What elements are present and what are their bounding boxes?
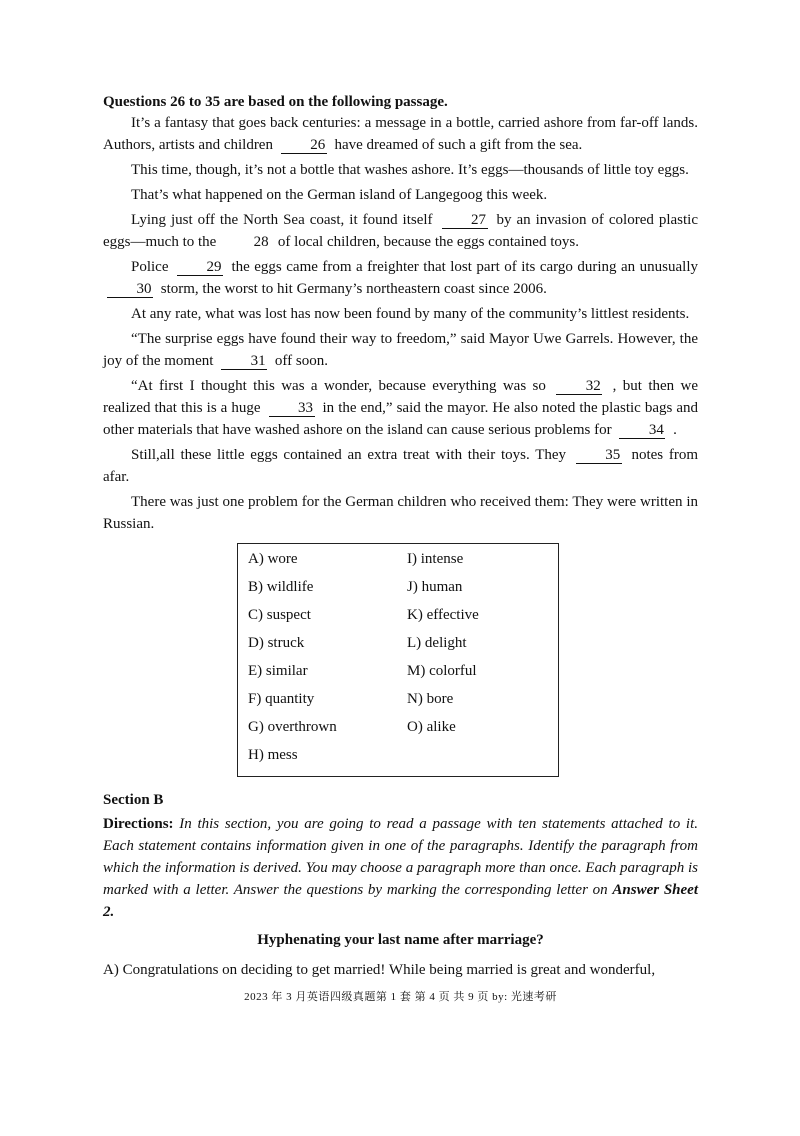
passage-paragraph <box>103 328 698 372</box>
word-bank <box>237 543 559 777</box>
word-option: C) suspect <box>248 607 311 623</box>
blank-35: 35 <box>576 448 622 464</box>
blank-32: 32 <box>556 379 602 395</box>
passage-text: Police <box>131 259 169 275</box>
blank-34: 34 <box>619 423 665 439</box>
answer-sheet-ref: Answer Sheet 2. <box>103 882 698 920</box>
passage-text: “The surprise eggs have found their way to freedom,” said Mayor Uwe Garrels. However, the joy of the moment <box>103 331 698 369</box>
passage-text: It’s a fantasy that goes back centuries: a message in a bottle, carried ashore from far-off lands. Authors, artists and children <box>103 115 698 153</box>
passage-text: That’s what happened on the German island of Langegoog this week. <box>131 187 548 203</box>
passage-text: Lying just off the North Sea coast, it found itself <box>131 212 433 228</box>
page-footer: 2023 年 3 月英语四级真题第 1 套 第 4 页 共 9 页 by: 光速考研 <box>244 991 557 1003</box>
passage-text: There was just one problem for the German children who received them: They were written in Russian. <box>103 494 698 532</box>
passage-text: This time, though, it’s not a bottle that washes ashore. It’s eggs—thousands of little toy eggs. <box>131 162 689 178</box>
passage-text: have dreamed of such a gift from the sea. <box>334 137 583 153</box>
passage-paragraph <box>103 209 698 253</box>
word-option: K) effective <box>407 607 479 623</box>
blank-33: 33 <box>269 401 315 417</box>
blank-26: 26 <box>281 138 327 154</box>
passage-text: off soon. <box>274 353 328 369</box>
passage-paragraph <box>103 491 698 535</box>
blank-31: 31 <box>221 354 267 370</box>
passage-text: of local children, because the eggs contained toys. <box>277 234 579 250</box>
word-option: I) intense <box>407 551 464 567</box>
blank-30: 30 <box>107 282 153 298</box>
passage-paragraph <box>103 184 698 206</box>
passage-text: “At first I thought this was a wonder, because everything was so <box>131 378 546 394</box>
word-option: D) struck <box>248 635 305 651</box>
paragraph-a: A) Congratulations on deciding to get married! While being married is great and wonderful, <box>103 962 656 978</box>
section-b-directions <box>103 813 698 923</box>
questions-heading: Questions 26 to 35 are based on the following passage. <box>103 94 448 110</box>
passage-text: , but then we realized that this is a huge <box>103 378 699 416</box>
passage-title: Hyphenating your last name after marriage? <box>257 932 544 948</box>
word-option: O) alike <box>407 719 456 735</box>
blank-29: 29 <box>177 260 223 276</box>
directions-text: In this section, you are going to read a passage with ten statements attached to it. Each statement contains information given in one of the paragraphs. Identify the paragraph from which the information is derived. You may choose a paragraph more than once. Each paragraph is marked with a letter. Answer the questions by marking the corresponding letter on <box>103 816 698 898</box>
word-option: H) mess <box>248 747 298 763</box>
directions-label: Directions: <box>103 816 174 832</box>
word-option: L) delight <box>407 635 467 651</box>
passage-paragraph <box>103 256 698 300</box>
passage-text: by an invasion of colored plastic eggs—much to the <box>103 212 699 250</box>
passage-paragraph <box>103 303 698 325</box>
word-option: N) bore <box>407 691 454 707</box>
passage-text: storm, the worst to hit Germany’s northeastern coast since 2006. <box>160 281 547 297</box>
word-option: E) similar <box>248 663 308 679</box>
passage-paragraph <box>103 444 698 488</box>
passage-text: in the end,” said the mayor. He also noted the plastic bags and other materials that have washed ashore on the island can cause serious problems for <box>103 400 699 438</box>
passage <box>103 112 698 535</box>
passage-text: notes from afar. <box>103 447 698 485</box>
word-option: J) human <box>407 579 463 595</box>
passage-paragraph <box>103 375 698 441</box>
passage-paragraph <box>103 112 698 156</box>
passage-text: the eggs came from a freighter that lost part of its cargo during an unusually <box>231 259 698 275</box>
word-option: G) overthrown <box>248 719 337 735</box>
word-option: B) wildlife <box>248 579 314 595</box>
passage-paragraph <box>103 159 698 181</box>
word-option: M) colorful <box>407 663 477 679</box>
passage-text: Still,all these little eggs contained an extra treat with their toys. They <box>131 447 567 463</box>
blank-27: 27 <box>442 213 488 229</box>
word-option: A) wore <box>248 551 298 567</box>
word-option: F) quantity <box>248 691 315 707</box>
passage-text: . <box>673 422 677 438</box>
blank-28: 28 <box>253 234 269 250</box>
section-b-title: Section B <box>103 792 164 808</box>
passage-text: At any rate, what was lost has now been found by many of the community’s littlest residents. <box>131 306 690 322</box>
